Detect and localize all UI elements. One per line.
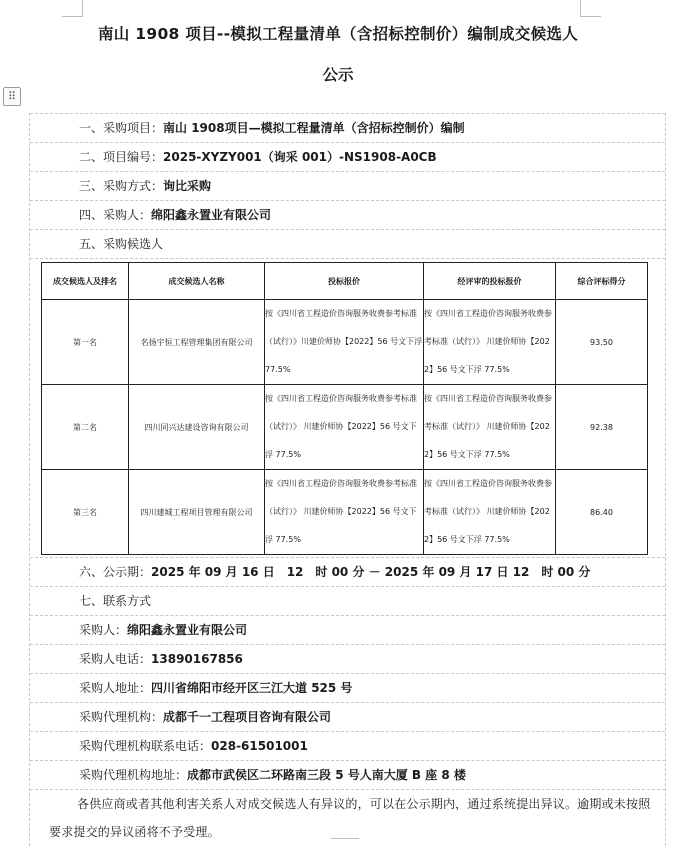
- publicity-period-row: [30, 558, 665, 587]
- candidates-table: [41, 262, 648, 555]
- candidates-table-wrapper: [30, 259, 665, 558]
- document-title: 南山 1908 项目--模拟工程量清单（含招标控制价）编制成交候选人: [98, 25, 578, 43]
- publicity-period-label: 六、公示期：: [79, 565, 152, 579]
- cell-bid-price: 按《四川省工程造价咨询服务收费参考标准（试行）》川建价师协【2022】56 号文下浮 77.5%: [265, 300, 424, 385]
- procurement-method-row: [30, 172, 665, 201]
- cell-candidate-name: 名扬宇恒工程管理集团有限公司: [129, 300, 265, 385]
- notice-body: [29, 113, 666, 846]
- table-row: [42, 385, 648, 470]
- cell-bid-price: 按《四川省工程造价咨询服务收费参考标准（试行）》 川建价师协【2022】56 号文下浮 77.5%: [265, 385, 424, 470]
- contact-buyer-row: [30, 616, 665, 645]
- procurement-project-label: 一、采购项目：: [79, 121, 164, 135]
- page-corner-mark-top-right: [580, 0, 601, 17]
- project-code-label: 二、项目编号：: [79, 150, 164, 164]
- cell-score: 86.40: [556, 470, 648, 555]
- cell-score: 93.50: [556, 300, 648, 385]
- header-rank: 成交候选人及排名: [42, 263, 129, 300]
- project-code-value: 2025-XYZY001（询采 001）-NS1908-A0CB: [163, 150, 437, 164]
- contact-address-label: 采购人地址：: [79, 681, 152, 695]
- project-code-row: [30, 143, 665, 172]
- contact-buyer-label: 采购人：: [79, 623, 128, 637]
- agent-address-label: 采购代理机构地址：: [79, 768, 188, 782]
- contact-heading-row: [30, 587, 665, 616]
- agent-value: 成都千一工程项目咨询有限公司: [163, 710, 332, 724]
- purchaser-row: [30, 201, 665, 230]
- contact-phone-value: 13890167856: [151, 652, 243, 666]
- agent-phone-row: [30, 732, 665, 761]
- cell-candidate-name: 四川建城工程项目管理有限公司: [129, 470, 265, 555]
- publicity-period-value: 2025 年 09 月 16 日 12 时 00 分 － 2025 年 09 月 17 日 12 时 00 分: [151, 565, 591, 579]
- contact-phone-label: 采购人电话：: [79, 652, 152, 666]
- cell-reviewed-bid: 按《四川省工程造价咨询服务收费参考标准（试行）》 川建价师协【2022】56 号文下浮 77.5%: [424, 385, 556, 470]
- page-corner-mark-top-left: [62, 0, 83, 17]
- table-row: [42, 300, 648, 385]
- header-reviewed-bid: 经评审的投标报价: [424, 263, 556, 300]
- agent-label: 采购代理机构：: [79, 710, 164, 724]
- contact-heading: 七、联系方式: [79, 594, 152, 608]
- candidates-heading: 五、采购候选人: [79, 237, 164, 251]
- cell-rank: 第三名: [42, 470, 129, 555]
- cell-reviewed-bid: 按《四川省工程造价咨询服务收费参考标准（试行）》 川建价师协【2022】56 号文下浮 77.5%: [424, 300, 556, 385]
- cell-candidate-name: 四川同兴达建设咨询有限公司: [129, 385, 265, 470]
- agent-address-row: [30, 761, 665, 790]
- contact-phone-row: [30, 645, 665, 674]
- cell-bid-price: 按《四川省工程造价咨询服务收费参考标准（试行）》 川建价师协【2022】56 号文下浮 77.5%: [265, 470, 424, 555]
- contact-address-row: [30, 674, 665, 703]
- candidates-heading-row: [30, 230, 665, 259]
- procurement-project-row: [30, 113, 665, 143]
- header-bid-price: 投标报价: [265, 263, 424, 300]
- purchaser-label: 四、采购人：: [79, 208, 152, 222]
- table-header-row: [42, 263, 648, 300]
- agent-address-value: 成都市武侯区二环路南三段 5 号人南大厦 B 座 8 楼: [187, 768, 466, 782]
- cell-rank: 第二名: [42, 385, 129, 470]
- document-title-line2: 公示: [322, 66, 354, 84]
- table-move-handle-icon[interactable]: ⠿: [3, 87, 21, 106]
- header-score: 综合评标得分: [556, 263, 648, 300]
- table-row: [42, 470, 648, 555]
- objection-notice: 各供应商或者其他利害关系人对成交候选人有异议的，可以在公示期内，通过系统提出异议。逾期或未按照要求提交的异议函将不予受理。: [49, 797, 651, 839]
- header-candidate-name: 成交候选人名称: [129, 263, 265, 300]
- contact-buyer-value: 绵阳鑫永置业有限公司: [127, 623, 248, 637]
- agent-phone-label: 采购代理机构联系电话：: [79, 739, 212, 753]
- cell-score: 92.38: [556, 385, 648, 470]
- contact-address-value: 四川省绵阳市经开区三江大道 525 号: [151, 681, 353, 695]
- purchaser-value: 绵阳鑫永置业有限公司: [151, 208, 272, 222]
- procurement-project-value: 南山 1908项目—模拟工程量清单（含招标控制价）编制: [163, 121, 465, 135]
- cell-rank: 第一名: [42, 300, 129, 385]
- agent-phone-value: 028-61501001: [211, 739, 308, 753]
- cell-reviewed-bid: 按《四川省工程造价咨询服务收费参考标准（试行）》 川建价师协【2022】56 号文下浮 77.5%: [424, 470, 556, 555]
- procurement-method-value: 询比采购: [163, 179, 212, 193]
- agent-row: [30, 703, 665, 732]
- procurement-method-label: 三、采购方式：: [79, 179, 164, 193]
